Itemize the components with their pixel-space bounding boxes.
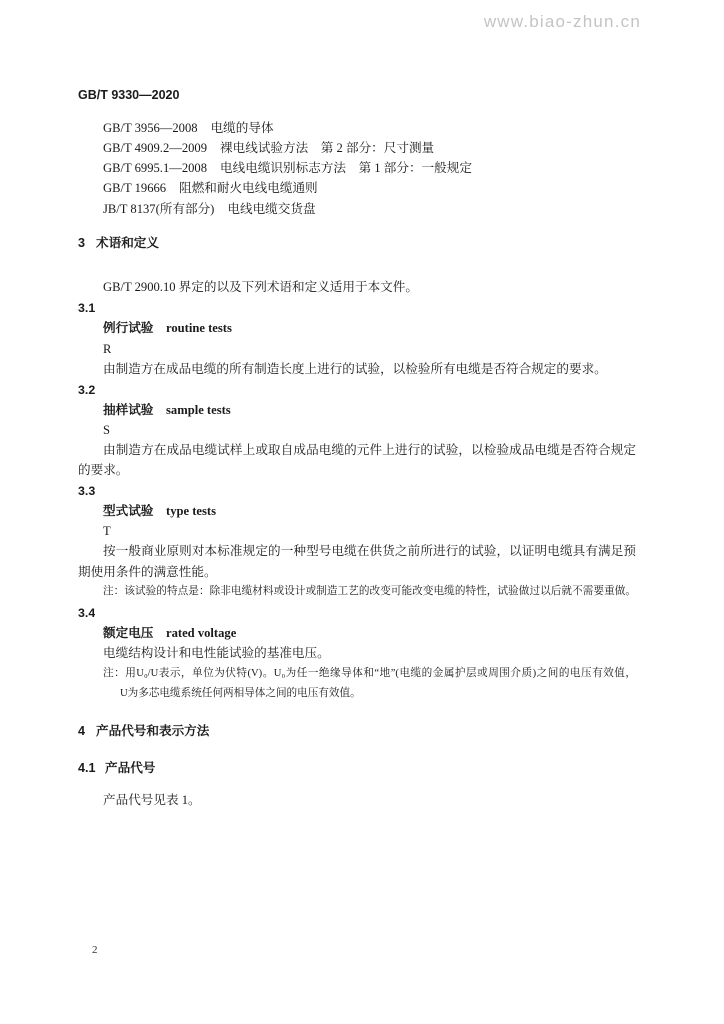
term-english: type tests [166, 504, 217, 518]
reference-title: 裸电线试验方法 第 2 部分：尺寸测量 [220, 141, 435, 155]
term-note-continued: U为多芯电缆系统任何两相导体之间的电压有效值。 [120, 688, 361, 699]
term-chinese: 抽样试验 [103, 403, 154, 417]
term-heading [103, 320, 403, 336]
page-number: 2 [92, 944, 98, 956]
term-number: 3.2 [78, 383, 96, 397]
term-heading [103, 503, 403, 519]
term-abbreviation: T [103, 524, 111, 538]
section-3-number: 3 [78, 236, 86, 250]
subsection-text: 产品代号见表 1。 [103, 793, 201, 807]
subsection-number: 4.1 [78, 761, 96, 775]
standard-number-header: GB/T 9330—2020 [78, 88, 180, 102]
term-definition: 按一般商业原则对本标准规定的一种型号电缆在供货之前所进行的试验，以证明电缆具有满足预 [103, 544, 636, 558]
section-3-intro: GB/T 2900.10 界定的以及下列术语和定义适用于本文件。 [103, 280, 418, 294]
term-heading [103, 402, 403, 418]
reference-item [103, 180, 318, 196]
reference-code: GB/T 4909.2—2009 [103, 141, 208, 155]
section-4-number: 4 [78, 724, 86, 738]
term-definition: 电缆结构设计和电性能试验的基准电压。 [103, 646, 330, 660]
term-abbreviation: S [103, 423, 111, 437]
reference-code: GB/T 6995.1—2008 [103, 161, 208, 175]
reference-item [103, 120, 274, 136]
term-chinese: 型式试验 [103, 504, 154, 518]
term-definition-continued: 期使用条件的满意性能。 [78, 565, 217, 579]
watermark: www.biao-zhun.cn [483, 12, 641, 31]
term-heading [103, 625, 403, 641]
reference-code: JB/T 8137(所有部分) [103, 202, 215, 216]
reference-title: 电缆的导体 [210, 121, 274, 135]
term-note: 注：该试验的特点是：除非电缆材料或设计或制造工艺的改变可能改变电缆的特性，试验做过以后就不需要重做。 [103, 586, 636, 597]
term-note: 注：用U₀/U表示，单位为伏特(V)。U₀为任一绝缘导体和“地”(电缆的金属护层或周围介质)之间的电压有效值， [103, 668, 636, 679]
subsection-title: 产品代号 [105, 761, 156, 775]
reference-title: 电线电缆识别标志方法 第 1 部分：一般规定 [220, 161, 472, 175]
term-chinese: 额定电压 [103, 626, 154, 640]
reference-title: 电线电缆交货盘 [227, 202, 316, 216]
term-english: sample tests [166, 403, 231, 417]
term-abbreviation: R [103, 342, 112, 356]
reference-item [103, 201, 316, 217]
term-number: 3.1 [78, 301, 96, 315]
reference-code: GB/T 3956—2008 [103, 121, 198, 135]
term-number: 3.4 [78, 606, 96, 620]
reference-title: 阻燃和耐火电线电缆通则 [179, 181, 318, 195]
reference-item [103, 140, 434, 156]
term-definition-continued: 的要求。 [78, 463, 129, 477]
term-number: 3.3 [78, 484, 96, 498]
term-definition: 由制造方在成品电缆试样上或取自成品电缆的元件上进行的试验，以检验成品电缆是否符合规定 [103, 443, 636, 457]
section-4-title: 产品代号和表示方法 [96, 724, 210, 738]
term-english: routine tests [166, 321, 232, 335]
reference-code: GB/T 19666 [103, 181, 167, 195]
reference-item [103, 160, 472, 176]
term-definition: 由制造方在成品电缆的所有制造长度上进行的试验，以检验所有电缆是否符合规定的要求。 [103, 362, 607, 376]
section-3-title: 术语和定义 [96, 236, 159, 250]
term-english: rated voltage [166, 626, 237, 640]
term-chinese: 例行试验 [103, 321, 154, 335]
